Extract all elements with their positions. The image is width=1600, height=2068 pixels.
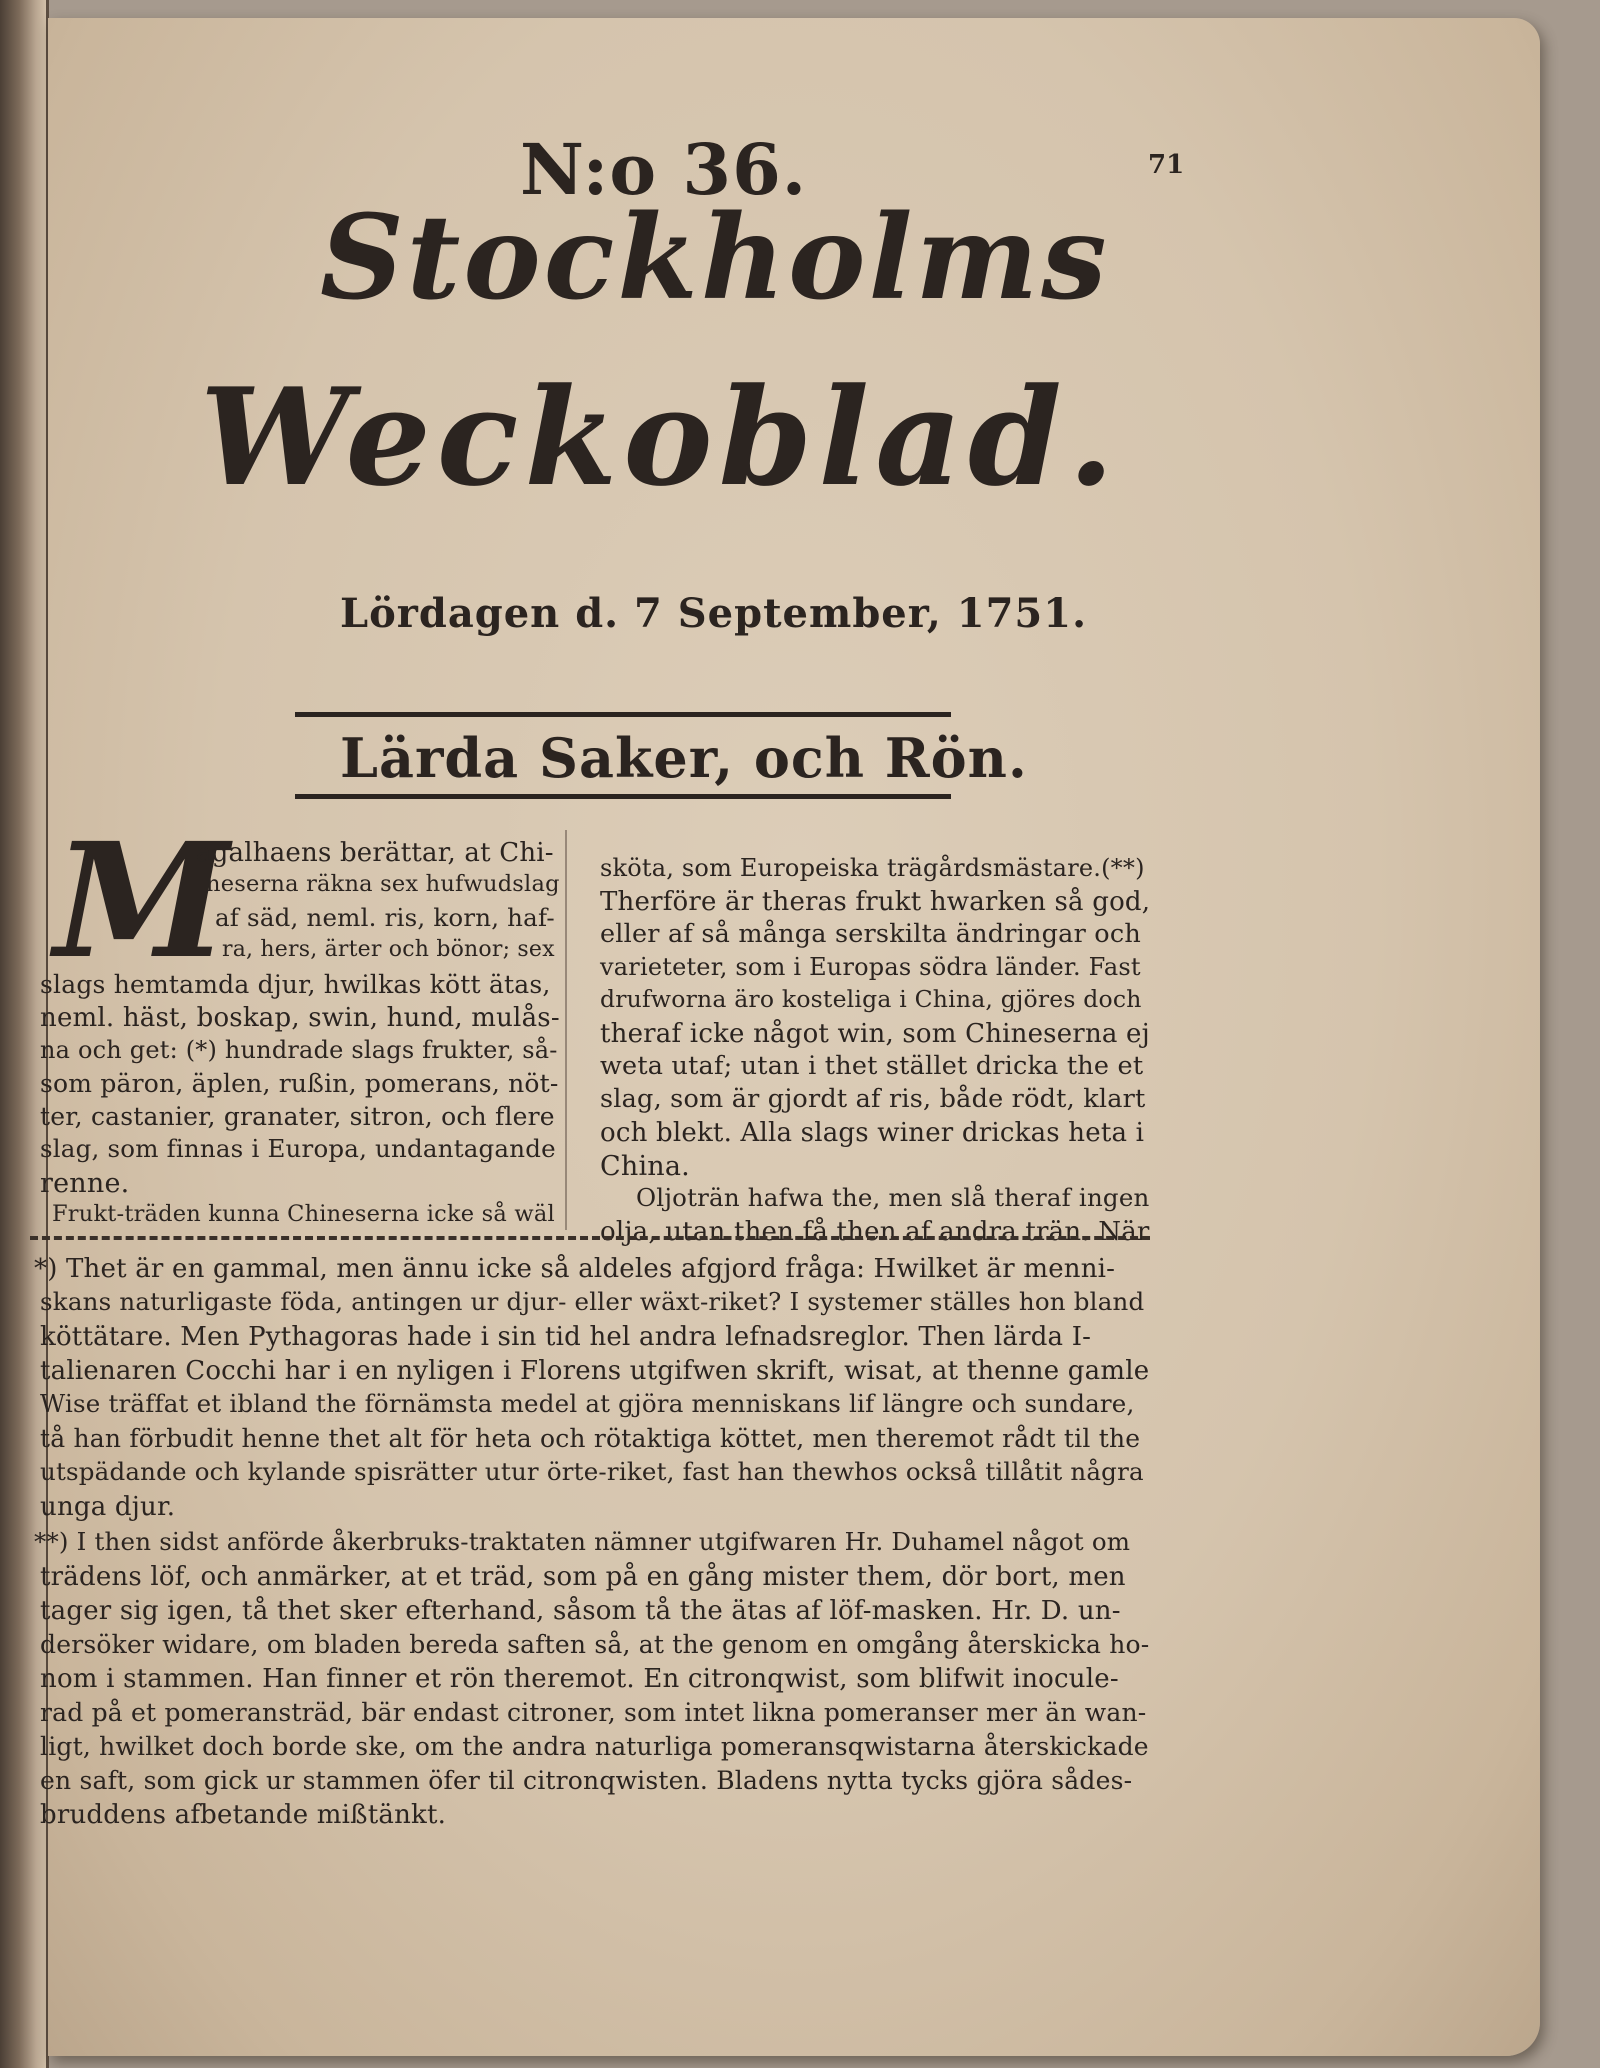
- masthead-title-line-1: Stockholms: [320, 190, 1110, 326]
- footnote-line: ligt, hwilket doch borde ske, om the andra naturliga pomeransqwistarna återskickade: [40, 1732, 1149, 1761]
- left-column-line: renne.: [40, 1168, 130, 1199]
- dateline: Lördagen d. 7 September, 1751.: [340, 590, 1088, 637]
- footnote-line: utspädande och kylande spisrätter utur örte-riket, fast han thewhos också tillåtit några: [40, 1457, 1144, 1486]
- section-rule-top: [295, 712, 951, 717]
- footnote-line: Wise träffat et ibland the förnämsta medel at gjöra menniskans lif längre och sundare,: [40, 1389, 1135, 1418]
- left-column-line: Frukt-träden kunna Chineserna icke så wäl: [52, 1201, 555, 1227]
- drop-cap-initial: M: [54, 809, 229, 994]
- footnote-line: *) Thet är en gammal, men ännu icke så aldeles afgjord fråga: Hwilket är menni-: [34, 1254, 1116, 1284]
- footnote-line: tå han förbudit henne thet alt för heta och rötaktiga köttet, men theremot rådt til the: [40, 1424, 1141, 1453]
- page-number: 71: [1148, 150, 1185, 180]
- section-rule-bottom: [295, 794, 951, 799]
- left-column-line: agalhaens berättar, at Chi-: [196, 838, 554, 868]
- issue-number: N:o 36.: [520, 128, 808, 211]
- right-column-line: olja, utan then få then af andra trän. När: [600, 1217, 1150, 1247]
- left-column-line: ter, castanier, granater, sitron, och flere: [40, 1102, 555, 1131]
- column-divider: [565, 830, 567, 1230]
- footnote-line: skans naturligaste föda, antingen ur djur- eller wäxt-riket? I systemer ställes hon bland: [40, 1287, 1145, 1316]
- footnote-separator: [30, 1236, 1150, 1240]
- right-column-line: Therföre är theras frukt hwarken så god,: [600, 887, 1151, 917]
- right-column-line: eller af så många serskilta ändringar och: [600, 919, 1141, 949]
- right-column-line: varieteter, som i Europas södra länder. Fast: [600, 953, 1141, 981]
- left-column-line: neml. häst, boskap, swin, hund, mulås-: [40, 1003, 560, 1033]
- footnote-line: nom i stammen. Han finner et rön theremot. En citronqwist, som blifwit inocule-: [40, 1664, 1119, 1694]
- left-column-line: som päron, äplen, rußin, pomerans, nöt-: [40, 1069, 559, 1098]
- footnote-line: en saft, som gick ur stammen öfer til citronqwisten. Bladens nytta tycks gjöra sådes-: [40, 1766, 1133, 1795]
- right-column-line: slag, som är gjordt af ris, både rödt, klart: [600, 1084, 1146, 1114]
- left-column-line: na och get: (*) hundrade slags frukter, så-: [40, 1036, 558, 1064]
- masthead-title-line-2: Weckoblad.: [200, 358, 1121, 516]
- left-column-line: slags hemtamda djur, hwilkas kött ätas,: [40, 970, 551, 999]
- footnote-line: bruddens afbetande mißtänkt.: [40, 1800, 447, 1830]
- footnote-line: unga djur.: [40, 1492, 176, 1522]
- left-column-line: slag, som finnas i Europa, undantagande: [40, 1134, 556, 1163]
- left-column-line: ra, hers, ärter och bönor; sex: [222, 937, 555, 962]
- footnote-line: dersöker widare, om bladen bereda saften så, at the genom en omgång återskicka ho-: [40, 1630, 1150, 1659]
- section-heading: Lärda Saker, och Rön.: [340, 726, 1028, 790]
- right-column-line: weta utaf; utan i thet stället dricka the et: [600, 1051, 1144, 1081]
- right-column-line: sköta, som Europeiska trägårdsmästare.(**): [600, 854, 1145, 882]
- right-column-line: drufworna äro kosteliga i China, gjöres doch: [600, 985, 1142, 1013]
- footnote-line: **) I then sidst anförde åkerbruks-traktaten nämner utgifwaren Hr. Duhamel något om: [34, 1527, 1131, 1556]
- footnote-line: talienaren Cocchi har i en nyligen i Florens utgifwen skrift, wisat, at thenne gamle: [40, 1356, 1150, 1386]
- right-column-line: theraf icke något win, som Chineserna ej: [600, 1019, 1150, 1049]
- left-column-line: af säd, neml. ris, korn, haf-: [215, 903, 555, 932]
- footnote-line: tager sig igen, tå thet sker efterhand, såsom tå the ätas af löf-masken. Hr. D. un-: [40, 1596, 1121, 1626]
- left-column-line: neserna räkna sex hufwudslag: [206, 871, 560, 897]
- footnote-line: köttätare. Men Pythagoras hade i sin tid hel andra lefnadsreglor. Then lärda I-: [40, 1322, 1092, 1352]
- right-column-line: och blekt. Alla slags winer drickas heta i: [600, 1118, 1145, 1148]
- right-column-line: China.: [600, 1151, 690, 1182]
- footnote-line: rad på et pomeransträd, bär endast citroner, som intet likna pomeranser mer än wan-: [40, 1698, 1147, 1727]
- footnote-line: trädens löf, och anmärker, at et träd, som på en gång mister them, dör bort, men: [40, 1562, 1126, 1592]
- right-column-line: Oljoträn hafwa the, men slå theraf ingen: [636, 1183, 1150, 1212]
